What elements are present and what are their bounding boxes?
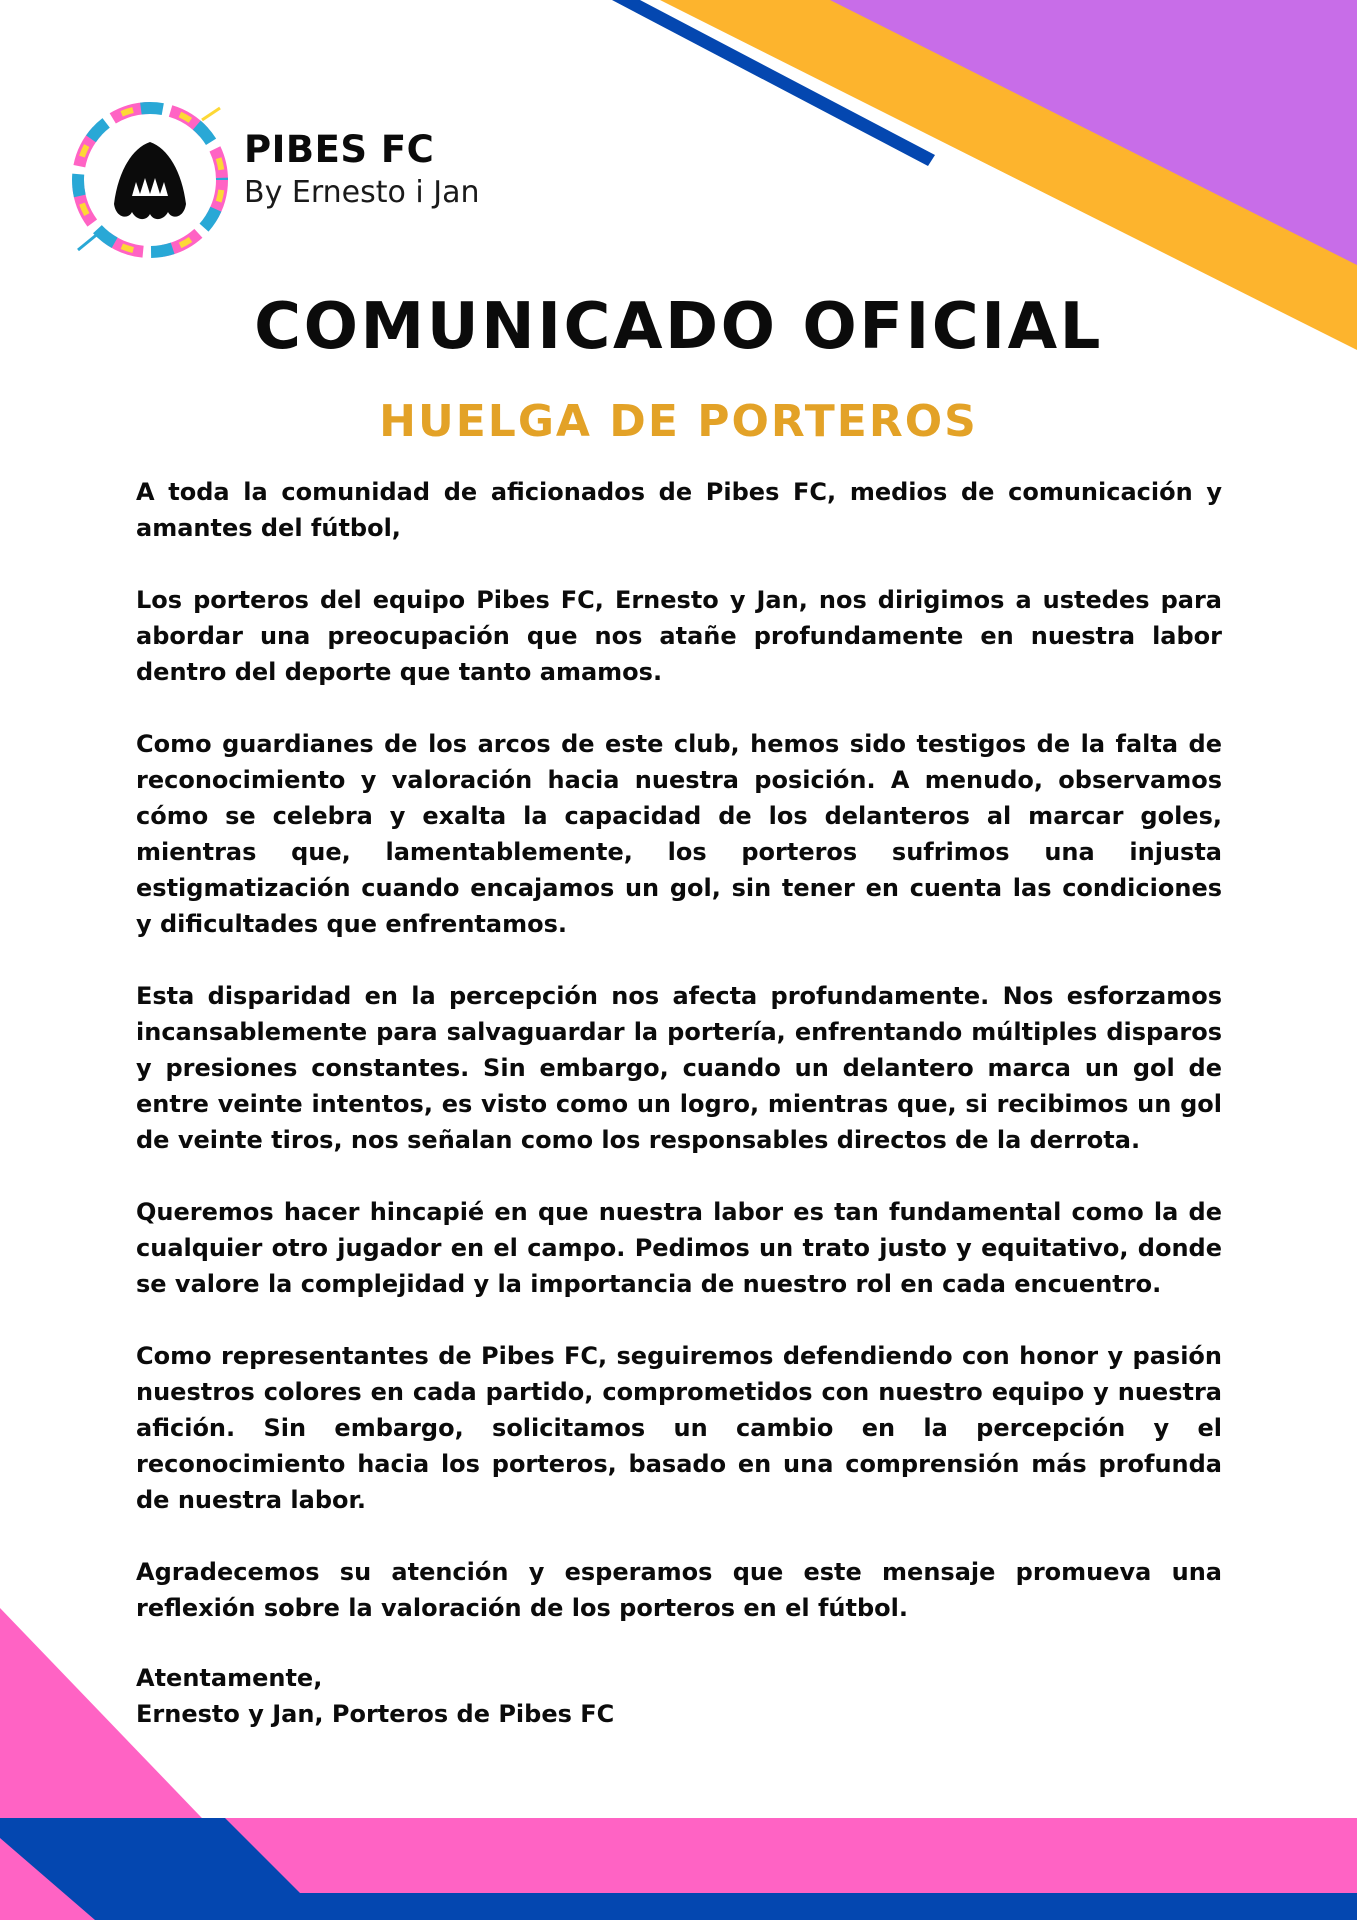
brand-name: PIBES FC xyxy=(244,128,435,171)
signature: Ernesto y Jan, Porteros de Pibes FC xyxy=(136,1700,615,1728)
bottom-pink-band xyxy=(225,1818,1357,1893)
paragraph: A toda la comunidad de aficionados de Pibes FC, medios de comunicación y amantes del fútbol, xyxy=(136,478,1222,542)
paragraph: Como representantes de Pibes FC, seguiremos defendiendo con honor y pasión nuestros colores en cada partido, comprometidos con nuestro equipo y nuestra afición. Sin embargo, solicitamos un cambio en la percepción y el reconocimiento hacia los porteros, basado en una comprensión más profunda de nuestra labor. xyxy=(136,1342,1222,1514)
brand-tagline: By Ernesto i Jan xyxy=(244,175,480,210)
paragraph: Queremos hacer hincapié en que nuestra labor es tan fundamental como la de cualquier otro jugador en el campo. Pedimos un trato justo y equitativo, donde se valore la complejidad y la importancia de nuestro rol en cada encuentro. xyxy=(136,1198,1222,1298)
page-subtitle: HUELGA DE PORTEROS xyxy=(379,396,978,447)
club-logo xyxy=(70,100,230,260)
paragraph: Agradecemos su atención y esperamos que este mensaje promueva una reflexión sobre la valoración de los porteros en el fútbol. xyxy=(136,1558,1222,1622)
salutation: Atentamente, xyxy=(136,1664,323,1692)
page-title: COMUNICADO OFICIAL xyxy=(254,290,1103,364)
shark-jaw-icon xyxy=(70,100,230,260)
paragraph: Como guardianes de los arcos de este club, hemos sido testigos de la falta de reconocimiento y valoración hacia nuestra posición. A menudo, observamos cómo se celebra y exalta la capacidad de los delanteros al marcar goles, mientras que, lamentablemente, los porteros sufrimos una injusta estigmatización cuando encajamos un gol, sin tener en cuenta las condiciones y dificultades que enfrentamos. xyxy=(136,730,1222,938)
statement-body xyxy=(136,474,1222,1662)
closing-block xyxy=(136,1660,614,1732)
paragraph: Los porteros del equipo Pibes FC, Ernesto y Jan, nos dirigimos a ustedes para abordar una preocupación que nos atañe profundamente en nuestra labor dentro del deporte que tanto amamos. xyxy=(136,586,1222,686)
paragraph: Esta disparidad en la percepción nos afecta profundamente. Nos esforzamos incansablemente para salvaguardar la portería, enfrentando múltiples disparos y presiones constantes. Sin embargo, cuando un delantero marca un gol de entre veinte intentos, es visto como un logro, mientras que, si recibimos un gol de veinte tiros, nos señalan como los responsables directos de la derrota. xyxy=(136,982,1222,1154)
